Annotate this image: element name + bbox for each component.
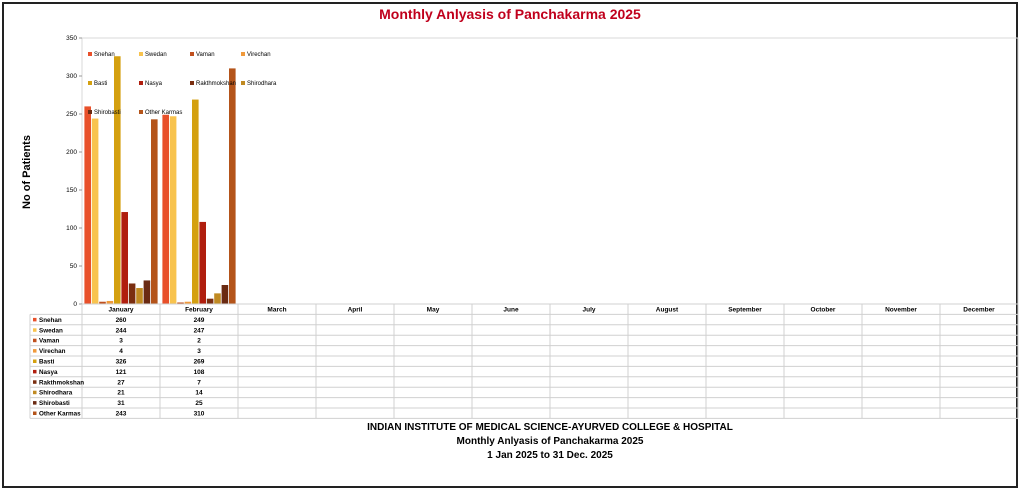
table-series-label: Snehan: [39, 316, 62, 324]
legend-swatch: [139, 110, 143, 114]
data-label: 7: [197, 379, 201, 387]
table-legend-key: [33, 380, 37, 384]
bar-snehan: [84, 106, 91, 304]
data-label: 14: [195, 389, 203, 397]
legend-label: Shirodhara: [247, 81, 277, 87]
legend-swatch: [241, 81, 245, 85]
bar-other-karmas: [229, 68, 236, 304]
x-category-label: October: [810, 306, 836, 314]
bar-shirobasti: [222, 285, 229, 304]
x-category-label: June: [503, 306, 519, 314]
data-label: 21: [117, 389, 125, 397]
bar-shirodhara: [136, 288, 143, 304]
bar-shirobasti: [144, 280, 151, 304]
x-category-label: May: [426, 306, 440, 314]
y-tick-label: 350: [66, 35, 77, 42]
table-legend-key: [33, 318, 37, 322]
legend-label: Shirobasti: [94, 110, 121, 116]
table-series-label: Vaman: [39, 337, 60, 345]
data-label: 27: [117, 379, 125, 387]
y-tick-label: 150: [66, 187, 77, 194]
legend-swatch: [139, 81, 143, 85]
x-category-label: March: [267, 306, 287, 314]
legend-swatch: [139, 52, 143, 56]
table-legend-key: [33, 391, 37, 395]
legend-label: Nasya: [145, 81, 163, 87]
table-legend-key: [33, 328, 37, 332]
data-label: 2: [197, 337, 201, 345]
table-legend-key: [33, 349, 37, 353]
table-series-label: Rakthmokshan: [39, 379, 85, 387]
y-tick-label: 0: [73, 301, 77, 308]
x-category-label: January: [108, 306, 134, 314]
legend-label: Other Karmas: [145, 110, 183, 116]
bar-nasya: [121, 212, 128, 304]
bar-rakthmokshan: [207, 299, 214, 304]
bar-nasya: [199, 222, 206, 304]
data-label: 249: [193, 316, 205, 324]
table-series-label: Other Karmas: [39, 410, 81, 418]
y-tick-label: 300: [66, 73, 77, 80]
data-label: 4: [119, 348, 123, 356]
table-legend-key: [33, 339, 37, 343]
x-category-label: September: [728, 306, 762, 314]
footer-subtitle: Monthly Anlyasis of Panchakarma 2025: [456, 436, 644, 447]
bar-shirodhara: [214, 293, 221, 304]
plot-area: [82, 38, 1018, 304]
bar-snehan: [162, 115, 169, 304]
x-category-label: November: [885, 306, 917, 314]
bar-rakthmokshan: [129, 283, 136, 304]
data-label: 247: [193, 327, 205, 335]
data-label: 326: [115, 358, 127, 366]
table-series-label: Virechan: [39, 348, 66, 356]
table-series-label: Nasya: [39, 368, 58, 376]
table-legend-key: [33, 370, 37, 374]
footer-date-range: 1 Jan 2025 to 31 Dec. 2025: [487, 450, 613, 461]
legend-swatch: [88, 52, 92, 56]
table-series-label: Swedan: [39, 327, 63, 335]
bar-swedan: [170, 116, 177, 304]
data-label: 260: [115, 316, 127, 324]
data-label: 31: [117, 400, 125, 408]
y-tick-label: 250: [66, 111, 77, 118]
data-label: 269: [193, 358, 205, 366]
table-legend-key: [33, 360, 37, 364]
legend-swatch: [241, 52, 245, 56]
data-label: 243: [115, 410, 127, 418]
data-label: 121: [115, 368, 127, 376]
bar-basti: [114, 56, 121, 304]
legend-label: Rakthmokshan: [196, 81, 237, 87]
x-category-label: August: [655, 306, 679, 314]
y-tick-label: 100: [66, 225, 77, 232]
legend-label: Swedan: [145, 52, 167, 58]
bar-basti: [192, 100, 199, 304]
legend-label: Snehan: [94, 52, 115, 58]
y-tick-label: 50: [69, 263, 77, 270]
table-legend-key: [33, 401, 37, 405]
chart-title: Monthly Anlyasis of Panchakarma 2025: [379, 6, 641, 22]
bar-swedan: [92, 119, 99, 304]
data-label: 3: [197, 348, 201, 356]
x-category-label: February: [185, 306, 213, 314]
table-series-label: Shirodhara: [39, 389, 73, 397]
y-tick-label: 200: [66, 149, 77, 156]
table-series-label: Shirobasti: [39, 400, 70, 408]
y-axis-label: No of Patients: [21, 135, 33, 209]
data-label: 108: [193, 368, 205, 376]
table-legend-key: [33, 412, 37, 416]
legend-label: Virechan: [247, 52, 271, 58]
data-label: 244: [115, 327, 127, 335]
x-category-label: April: [347, 306, 363, 314]
x-category-label: December: [963, 306, 995, 314]
legend-swatch: [88, 110, 92, 114]
data-label: 310: [193, 410, 205, 418]
legend-label: Vaman: [196, 52, 215, 58]
legend-swatch: [190, 52, 194, 56]
legend-label: Basti: [94, 81, 108, 87]
data-label: 3: [119, 337, 123, 345]
table-series-label: Basti: [39, 358, 55, 366]
bar-other-karmas: [151, 119, 158, 304]
data-label: 25: [195, 400, 203, 408]
footer-institute: INDIAN INSTITUTE OF MEDICAL SCIENCE-AYURVED COLLEGE & HOSPITAL: [367, 422, 733, 433]
legend-swatch: [88, 81, 92, 85]
legend-swatch: [190, 81, 194, 85]
x-category-label: July: [582, 306, 596, 314]
